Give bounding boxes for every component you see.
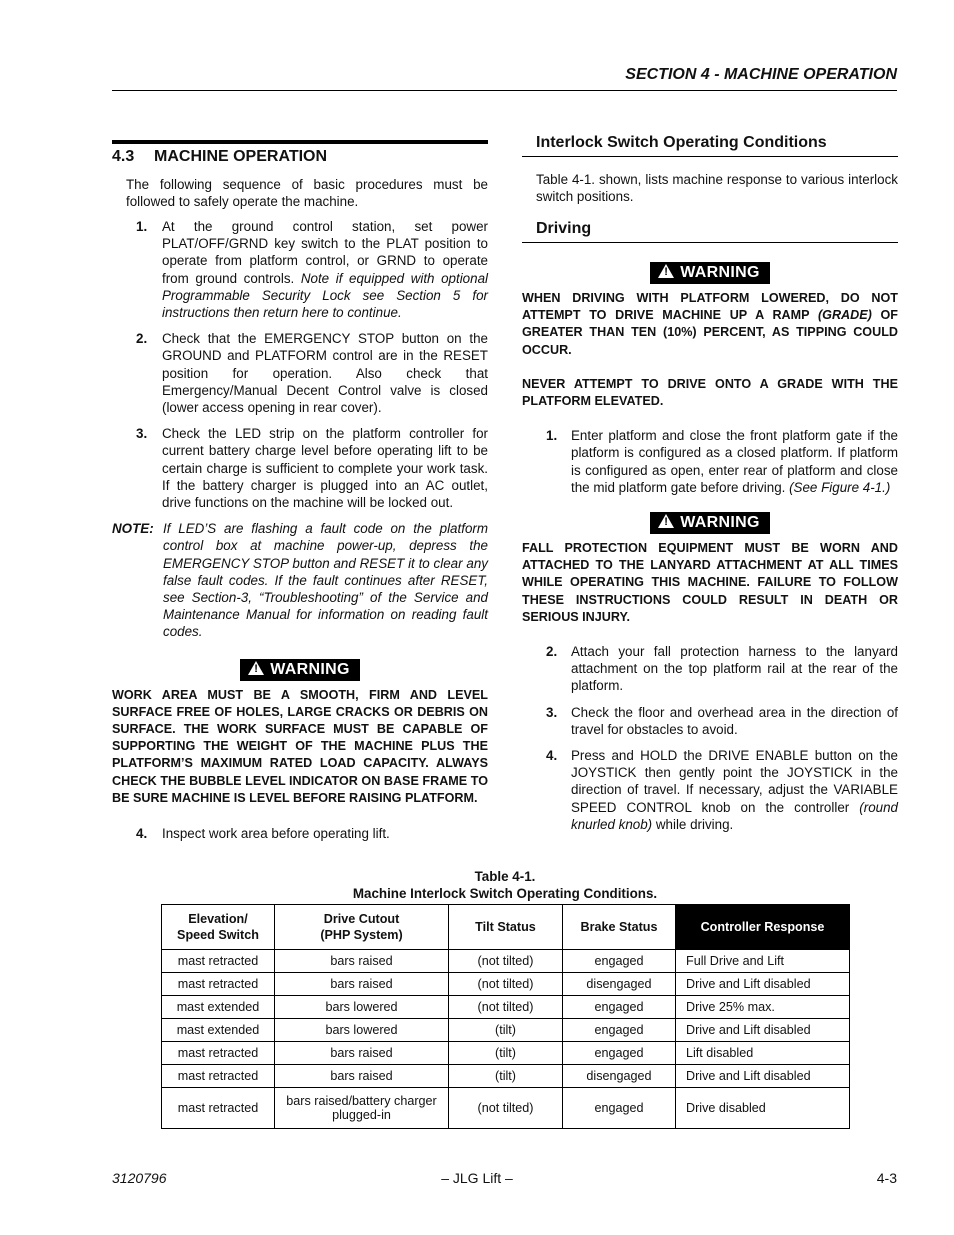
table-cell: engaged [563,1088,676,1129]
warning-label: WARNING [680,514,760,532]
step-number: 3. [546,704,558,720]
column-header: Elevation/ Speed Switch [162,905,275,950]
note-text: If LED’S are flashing a fault code on the platform control box at machine power-up, depress the EMERGENCY STOP button and RESET it to clear any false fault codes. If the fault continues after RESET, see Section-3, “Troubleshooting” of the Service and Maintenance Manual for information on reading fault codes. [163,521,488,640]
warning-icon: ! [658,264,674,278]
table-cell: mast extended [162,996,275,1019]
table-cell: bars lowered [275,1019,449,1042]
section-number: 4.3 [112,148,135,165]
step-number: 2. [546,644,558,660]
step-text: Press and HOLD the DRIVE ENABLE button on the JOYSTICK then gently point the JOYSTICK in the direction of travel. If necessary, adjust the VARIABLE SPEED CONTROL knob on the controller [571,748,898,815]
table-cell: mast retracted [162,1042,275,1065]
table-cell: (tilt) [449,1065,563,1088]
table-cell: Drive and Lift disabled [676,1065,850,1088]
interlock-heading: Interlock Switch Operating Conditions [522,134,898,157]
table-cell: engaged [563,996,676,1019]
table-cell: engaged [563,1019,676,1042]
table-cell: bars raised [275,1065,449,1088]
table-caption [112,868,898,902]
step-number: 4. [136,826,148,842]
step-text: Check that the EMERGENCY STOP button on the GROUND and PLATFORM control are in the RESET position for operation. Also check that Emergency/Manual Decent Control valve is closed (lower access opening in rear cover). [162,331,488,416]
table-cell: Full Drive and Lift [676,950,850,973]
step-number: 4. [546,748,558,764]
table-cell: bars lowered [275,996,449,1019]
step-4 [112,825,488,842]
warning-icon: ! [248,661,264,675]
table-cell: (not tilted) [449,973,563,996]
step-text: Check the floor and overhead area in the direction of travel for obstacles to avoid. [571,704,898,737]
driving-heading: Driving [522,220,898,243]
doc-number: 3120796 [112,1170,167,1186]
section-bar [112,140,488,144]
step-text: Check the LED strip on the platform controller for current battery charge level before operating lift to be certain charge is sufficient to complete your work task. If the battery charger is plugged into an AC outlet, drive functions on the machine will be locked out. [162,426,488,511]
section-title [112,148,488,166]
warning-banner [522,512,898,534]
header-rule [112,90,897,91]
table-cell: mast retracted [162,1065,275,1088]
table-cell: Drive and Lift disabled [676,973,850,996]
step-number: 1. [136,219,148,234]
table-cell: disengaged [563,973,676,996]
step-note: Note if equipped with optional Programmable Security Lock see Section 5 for instructions then return here to continue. [162,270,488,321]
table-cell: (tilt) [449,1019,563,1042]
interlock-paragraph: Table 4-1. shown, lists machine response to various interlock switch positions. [536,172,898,204]
table-row [162,1088,850,1129]
section-title-text: MACHINE OPERATION [154,148,328,165]
column-header: Brake Status [563,905,676,950]
table-cell: (tilt) [449,1042,563,1065]
table-caption-title: Machine Interlock Switch Operating Conditions. [352,886,658,901]
warning-icon: ! [658,514,674,528]
footer-center: – JLG Lift – [441,1170,513,1186]
page-number: 4-3 [876,1170,897,1186]
step-text: Enter platform and close the front platform gate if the platform is configured as a closed platform. If platform is configured as open, enter rear of platform and close the mid platform gate before driving. [571,428,898,495]
warning-text-2: NEVER ATTEMPT TO DRIVE ONTO A GRADE WITH THE PLATFORM ELEVATED. [522,376,898,409]
drive-step-2 [522,643,898,695]
column-header: Controller Response [676,905,850,950]
drive-step-3 [522,704,898,738]
table-cell: bars raised [275,950,449,973]
table-cell: bars raised [275,1042,449,1065]
table-cell: mast retracted [162,1088,275,1129]
table-row [162,950,850,973]
table-row [162,973,850,996]
table-cell: engaged [563,950,676,973]
interlock-table [161,904,850,1129]
table-cell: bars raised/battery charger plugged-in [275,1088,449,1129]
table-cell: mast retracted [162,950,275,973]
table-row [162,1042,850,1065]
table-row [162,1019,850,1042]
note-label: NOTE: [112,521,154,537]
table-cell: Drive 25% max. [676,996,850,1019]
right-column [522,134,898,842]
intro-paragraph: The following sequence of basic procedures must be followed to safely operate the machine. [126,177,488,209]
step-text: Attach your fall protection harness to the lanyard attachment on the top platform rail at the rear of the platform. [571,644,898,694]
table-cell: engaged [563,1042,676,1065]
step-figure-ref: (See Figure 4-1.) [789,479,891,495]
warning-banner [522,262,898,284]
table-cell: (not tilted) [449,996,563,1019]
table-cell: mast extended [162,1019,275,1042]
drive-step-4: 4. Press and HOLD the DRIVE ENABLE button on the JOYSTICK then gently point the JOYSTICK in the direction of travel. If necessary, adjust the VARIABLE SPEED CONTROL knob on the controller (round knurled knob) while driving. [546,748,898,832]
step-number: 1. [546,428,558,444]
table-cell: mast retracted [162,973,275,996]
step-1 [112,218,488,321]
step-text: At the ground control station, set power PLAT/OFF/GRND key switch to the PLAT position to operate from platform control, or GRND to operate from ground controls. [162,219,488,286]
table-cell: (not tilted) [449,1088,563,1129]
drive-step-1 [522,427,898,496]
table-cell: bars raised [275,973,449,996]
table-cell: disengaged [563,1065,676,1088]
table-caption-number: Table 4-1. [474,869,536,884]
warning-text: WHEN DRIVING WITH PLATFORM LOWERED, DO NOT ATTEMPT TO DRIVE MACHINE UP A RAMP (GRADE) OF GREATER THAN TEN (10%) PERCENT, AS TIPPING COULD OCCUR. [522,291,898,357]
step-number: 2. [136,331,148,347]
table-row [162,1065,850,1088]
step-list [112,218,488,511]
table-cell: Drive disabled [676,1088,850,1129]
table-header-row [162,905,850,950]
step-3 [112,425,488,511]
step-2 [112,330,488,416]
note [112,520,488,640]
step-note: (round knurled knob) [571,799,898,832]
step-text: Inspect work area before operating lift. [162,826,390,842]
section-header: SECTION 4 - MACHINE OPERATION [625,66,897,83]
table-cell: Drive and Lift disabled [676,1019,850,1042]
warning-label: WARNING [270,660,350,678]
table-row [162,996,850,1019]
column-header: Tilt Status [449,905,563,950]
left-column [112,140,488,851]
warning-text: WORK AREA MUST BE A SMOOTH, FIRM AND LEVEL SURFACE FREE OF HOLES, LARGE CRACKS OR DEBRIS ON SURFACE. THE WORK SURFACE MUST BE CAPABLE OF SUPPORTING THE WEIGHT OF THE MACHINE PLUS THE PLATFORM’S MAXIMUM RATED LOAD CAPACITY. ALWAYS CHECK THE BUBBLE LEVEL INDICATOR ON BASE FRAME TO BE SURE MACHINE IS LEVEL BEFORE RAISING PLATFORM. [112,687,488,805]
column-header: Drive Cutout (PHP System) [275,905,449,950]
warning-banner [112,659,488,681]
warning-label: WARNING [680,264,760,281]
table-cell: (not tilted) [449,950,563,973]
table-cell: Lift disabled [676,1042,850,1065]
warning-text: FALL PROTECTION EQUIPMENT MUST BE WORN AND ATTACHED TO THE LANYARD ATTACHMENT AT ALL TIMES WHILE OPERATING THIS MACHINE. FAILURE TO FOLLOW THESE INSTRUCTIONS COULD RESULT IN DEATH OR SERIOUS INJURY. [522,541,898,624]
step-number: 3. [136,426,148,442]
